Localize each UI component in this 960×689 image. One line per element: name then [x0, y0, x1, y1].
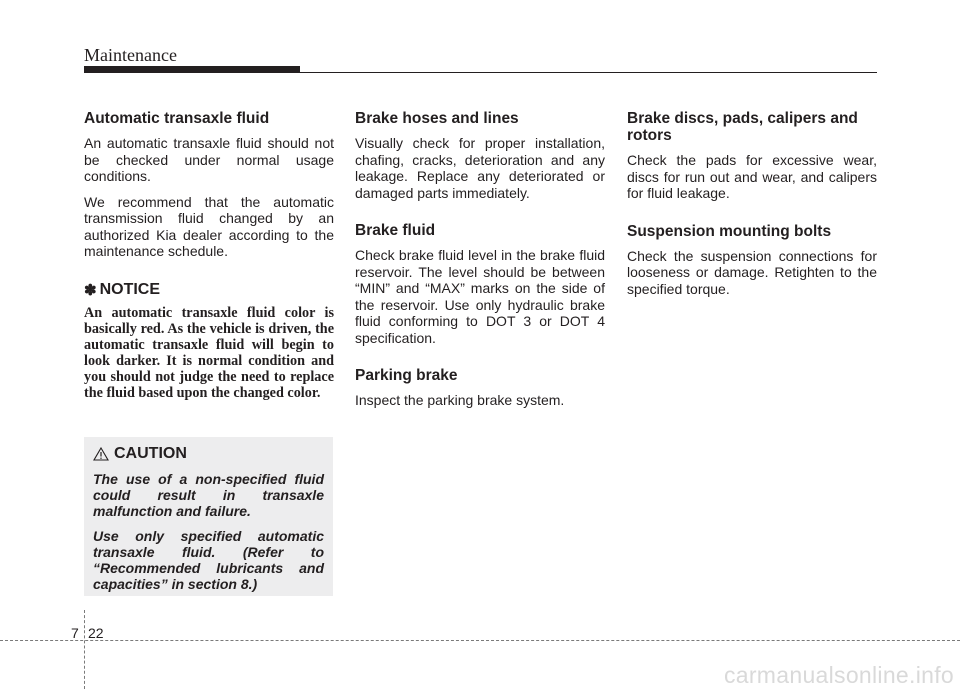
paragraph: Check the suspension connections for looseness or damage. Retighten to the specified torque. [627, 247, 877, 297]
warning-triangle-icon [93, 447, 109, 461]
caution-text: Use only specified automatic transaxle fluid. (Refer to “Recommended lubricants and capacities” in section 8.) [93, 528, 324, 592]
notice-heading [84, 281, 334, 299]
heading-brake-hoses-and-lines: Brake hoses and lines [355, 110, 519, 127]
column-1 [84, 110, 334, 401]
paragraph: An automatic transaxle fluid should not be checked under normal usage conditions. [84, 135, 334, 184]
paragraph: Inspect the parking brake system. [355, 392, 565, 408]
paragraph: We recommend that the automatic transmission fluid changed by an authorized Kia dealer according to the maintenance schedule. [84, 193, 334, 259]
heading-suspension-mounting-bolts: Suspension mounting bolts [627, 222, 832, 240]
header-bar [84, 66, 300, 73]
notice-text: An automatic transaxle fluid color is basically red. As the vehicle is driven, the automatic transaxle fluid will begin to look darker. It is normal condition and you should not judge the need to replace the fluid based upon the changed color. [84, 304, 334, 401]
paragraph: Check brake fluid level in the brake fluid reservoir. The level should be between “MIN” and “MAX” marks on the side of the reservoir. Use only hydraulic brake fluid conforming to DOT 3 or DOT 4 specification. [355, 247, 605, 346]
heading-brake-fluid: Brake fluid [355, 222, 436, 239]
caution-heading [93, 445, 324, 463]
heading-parking-brake: Parking brake [355, 367, 458, 384]
watermark: carmanualsonline.info [723, 662, 954, 688]
section-title: Maintenance [84, 45, 177, 65]
crop-mark-horizontal [0, 640, 960, 641]
caution-label: CAUTION [114, 445, 187, 462]
crop-mark-vertical [84, 610, 85, 689]
paragraph: Visually check for proper installation, chafing, cracks, deterioration and any leakage. Replace any deteriorated or damaged parts immediately. [355, 135, 605, 201]
paragraph: Check the pads for excessive wear, discs for run out and wear, and calipers for fluid leakage. [627, 152, 877, 201]
column-3 [627, 110, 877, 306]
chapter-number: 7 [71, 625, 79, 641]
heading-brake-discs-pads-calipers-rotors: Brake discs, pads, calipers and rotors [627, 110, 858, 144]
caution-text: The use of a non-specified fluid could result in transaxle malfunction and failure. [93, 471, 324, 519]
column-2 [355, 110, 605, 418]
caution-box [84, 437, 333, 596]
header-rule [300, 72, 877, 73]
notice-star-icon: ✽ [84, 281, 97, 299]
page-number: 22 [88, 625, 104, 641]
heading-automatic-transaxle-fluid: Automatic transaxle fluid [84, 110, 270, 127]
notice-label: NOTICE [99, 280, 161, 298]
